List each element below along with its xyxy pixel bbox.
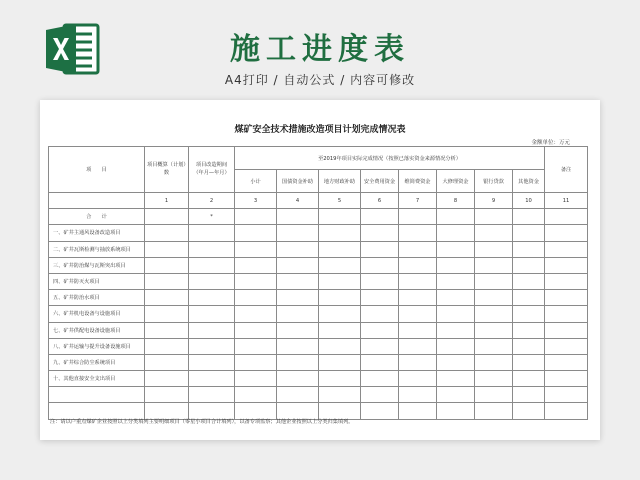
table-cell bbox=[399, 225, 437, 241]
table-row bbox=[49, 306, 588, 322]
total-label: 合 计 bbox=[49, 209, 145, 225]
table-cell bbox=[189, 290, 235, 306]
table-cell bbox=[399, 209, 437, 225]
table-cell bbox=[399, 387, 437, 403]
table-cell bbox=[235, 322, 277, 338]
table-cell bbox=[277, 322, 319, 338]
table-cell bbox=[361, 306, 399, 322]
subheader-cell: 银行贷款 bbox=[475, 170, 513, 193]
table-cell bbox=[277, 257, 319, 273]
footnote: 注：请以户重点煤矿企业按照以上分类填列主要明细项目（零星小项目合计填列），以备专项监察；其他企业按照以上分类归集填列。 bbox=[50, 419, 354, 425]
table-cell bbox=[513, 273, 545, 289]
table-cell bbox=[361, 387, 399, 403]
table-cell bbox=[189, 322, 235, 338]
row-label: 一、矿井主通风设备改造项目 bbox=[49, 225, 145, 241]
table-cell bbox=[475, 322, 513, 338]
table-cell bbox=[475, 225, 513, 241]
table-cell bbox=[513, 322, 545, 338]
column-number: 3 bbox=[235, 193, 277, 209]
table-header-row bbox=[49, 147, 588, 170]
table-cell bbox=[145, 354, 189, 370]
table-cell bbox=[277, 338, 319, 354]
header-remark: 备注 bbox=[545, 147, 588, 193]
table-cell bbox=[545, 371, 588, 387]
table-cell bbox=[437, 403, 475, 419]
table-cell bbox=[437, 371, 475, 387]
table-cell bbox=[189, 273, 235, 289]
table-cell bbox=[437, 257, 475, 273]
table-cell bbox=[545, 354, 588, 370]
table-cell bbox=[189, 306, 235, 322]
table-cell bbox=[145, 257, 189, 273]
table-cell bbox=[513, 225, 545, 241]
row-label: 七、矿井供配电设备设施项目 bbox=[49, 322, 145, 338]
table-cell bbox=[513, 371, 545, 387]
table-cell bbox=[475, 257, 513, 273]
table-cell bbox=[437, 306, 475, 322]
table-cell bbox=[319, 354, 361, 370]
table-cell bbox=[189, 403, 235, 419]
table-cell bbox=[319, 371, 361, 387]
table-cell bbox=[437, 387, 475, 403]
table-cell bbox=[145, 241, 189, 257]
table-cell bbox=[399, 354, 437, 370]
table-cell bbox=[145, 306, 189, 322]
row-label: 四、矿井防灭火项目 bbox=[49, 273, 145, 289]
table-cell bbox=[235, 209, 277, 225]
table-cell bbox=[319, 209, 361, 225]
column-number: 5 bbox=[319, 193, 361, 209]
table-cell bbox=[361, 338, 399, 354]
table-cell bbox=[235, 338, 277, 354]
row-label bbox=[49, 403, 145, 419]
table-cell bbox=[399, 241, 437, 257]
table-cell bbox=[319, 322, 361, 338]
column-number: 1 bbox=[145, 193, 189, 209]
table-cell bbox=[235, 290, 277, 306]
table-cell bbox=[277, 387, 319, 403]
subheader-cell: 安全费用资金 bbox=[361, 170, 399, 193]
table-cell bbox=[437, 273, 475, 289]
table-cell bbox=[145, 209, 189, 225]
table-body bbox=[49, 225, 588, 419]
table-cell bbox=[513, 209, 545, 225]
table-cell bbox=[319, 403, 361, 419]
table-cell bbox=[145, 322, 189, 338]
table-cell bbox=[399, 338, 437, 354]
table-cell bbox=[361, 257, 399, 273]
table-cell bbox=[145, 225, 189, 241]
table-row bbox=[49, 241, 588, 257]
table-row bbox=[49, 371, 588, 387]
table-cell bbox=[277, 306, 319, 322]
table-row bbox=[49, 387, 588, 403]
table-cell bbox=[545, 225, 588, 241]
column-number-row bbox=[49, 193, 588, 209]
table-cell bbox=[513, 354, 545, 370]
header-project: 项 目 bbox=[49, 147, 145, 193]
amount-unit: 金额单位：万元 bbox=[531, 140, 570, 146]
table-cell bbox=[545, 322, 588, 338]
subheader-cell: 国债资金补助 bbox=[277, 170, 319, 193]
table-cell bbox=[361, 371, 399, 387]
subheader-cell: 维简费资金 bbox=[399, 170, 437, 193]
subheader-cell: 地方财政补助 bbox=[319, 170, 361, 193]
table-cell bbox=[235, 257, 277, 273]
table-cell bbox=[475, 371, 513, 387]
table-cell bbox=[399, 306, 437, 322]
header-period: 项目改造期间（年月—年月） bbox=[189, 147, 235, 193]
table-cell bbox=[437, 354, 475, 370]
table-cell bbox=[475, 306, 513, 322]
table-cell bbox=[361, 241, 399, 257]
column-number: 4 bbox=[277, 193, 319, 209]
table-row bbox=[49, 403, 588, 419]
table-cell bbox=[235, 306, 277, 322]
table-cell bbox=[189, 387, 235, 403]
column-number: 7 bbox=[399, 193, 437, 209]
table-cell bbox=[319, 338, 361, 354]
row-label: 三、矿井防治煤与瓦斯突出项目 bbox=[49, 257, 145, 273]
table-cell bbox=[319, 273, 361, 289]
header-plan-count: 项目概算（计划）数 bbox=[145, 147, 189, 193]
table-cell bbox=[361, 354, 399, 370]
table-cell bbox=[145, 338, 189, 354]
table-cell bbox=[545, 403, 588, 419]
table-cell bbox=[545, 257, 588, 273]
table-cell bbox=[277, 290, 319, 306]
table-row bbox=[49, 338, 588, 354]
table-cell bbox=[361, 209, 399, 225]
subheader-cell: 大修理资金 bbox=[437, 170, 475, 193]
row-label: 八、矿井运输与提升设备设施项目 bbox=[49, 338, 145, 354]
table-cell bbox=[235, 403, 277, 419]
spreadsheet-preview bbox=[40, 100, 600, 440]
table-cell bbox=[475, 209, 513, 225]
row-label bbox=[49, 387, 145, 403]
table-cell bbox=[513, 241, 545, 257]
row-label: 二、矿井瓦斯检测与抽放系统项目 bbox=[49, 241, 145, 257]
column-number: 2 bbox=[189, 193, 235, 209]
table-row bbox=[49, 290, 588, 306]
table-cell bbox=[545, 306, 588, 322]
table-cell bbox=[189, 257, 235, 273]
table-cell bbox=[235, 354, 277, 370]
table-cell bbox=[513, 306, 545, 322]
table-cell bbox=[475, 354, 513, 370]
page-title: 施工进度表 bbox=[230, 32, 410, 67]
table-cell bbox=[513, 257, 545, 273]
row-label: 六、矿井机电设备与设施项目 bbox=[49, 306, 145, 322]
table-cell bbox=[475, 338, 513, 354]
table-cell bbox=[189, 371, 235, 387]
table-cell bbox=[399, 403, 437, 419]
table-row bbox=[49, 354, 588, 370]
column-number: 10 bbox=[513, 193, 545, 209]
table-cell bbox=[399, 257, 437, 273]
table-cell bbox=[437, 290, 475, 306]
table-cell bbox=[319, 241, 361, 257]
table-cell bbox=[513, 403, 545, 419]
table-cell bbox=[235, 371, 277, 387]
table-cell bbox=[49, 193, 145, 209]
table-cell bbox=[361, 322, 399, 338]
row-label: 十、其他直接安全支出项目 bbox=[49, 371, 145, 387]
table-cell bbox=[437, 209, 475, 225]
table-cell bbox=[545, 241, 588, 257]
table-cell bbox=[475, 387, 513, 403]
table-cell bbox=[189, 338, 235, 354]
table-cell bbox=[319, 290, 361, 306]
column-number: 8 bbox=[437, 193, 475, 209]
table-cell bbox=[319, 257, 361, 273]
table-cell bbox=[145, 290, 189, 306]
table-cell bbox=[277, 354, 319, 370]
table-cell bbox=[145, 403, 189, 419]
table-cell bbox=[545, 338, 588, 354]
table-row bbox=[49, 257, 588, 273]
column-number: 9 bbox=[475, 193, 513, 209]
header-group: 至2019年项目实际完成情况（按照已落实资金来源情况分析） bbox=[235, 147, 545, 170]
column-number: 11 bbox=[545, 193, 588, 209]
subheader-cell: 小计 bbox=[235, 170, 277, 193]
table-cell bbox=[475, 403, 513, 419]
column-number: 6 bbox=[361, 193, 399, 209]
table-cell bbox=[277, 403, 319, 419]
table-cell bbox=[437, 241, 475, 257]
table-cell bbox=[277, 209, 319, 225]
table-cell bbox=[319, 387, 361, 403]
table-cell bbox=[145, 273, 189, 289]
table-cell bbox=[437, 322, 475, 338]
table-cell bbox=[513, 387, 545, 403]
table-cell bbox=[189, 241, 235, 257]
row-label: 五、矿井防治水项目 bbox=[49, 290, 145, 306]
sheet-title: 煤矿安全技术措施改造项目计划完成情况表 bbox=[234, 125, 406, 135]
row-label: 九、矿井综合防尘系统项目 bbox=[49, 354, 145, 370]
table-cell bbox=[361, 403, 399, 419]
table-cell bbox=[399, 273, 437, 289]
table-cell bbox=[475, 241, 513, 257]
progress-table bbox=[48, 146, 588, 420]
table-cell bbox=[361, 290, 399, 306]
table-cell bbox=[513, 290, 545, 306]
total-mark: * bbox=[189, 209, 235, 225]
table-cell bbox=[437, 225, 475, 241]
table-cell bbox=[189, 354, 235, 370]
subheader-cell: 其他资金 bbox=[513, 170, 545, 193]
table-cell bbox=[145, 371, 189, 387]
table-cell bbox=[277, 241, 319, 257]
table-cell bbox=[319, 306, 361, 322]
table-cell bbox=[399, 322, 437, 338]
table-row bbox=[49, 273, 588, 289]
table-cell bbox=[361, 225, 399, 241]
table-cell bbox=[277, 273, 319, 289]
table-cell bbox=[145, 387, 189, 403]
table-cell bbox=[235, 225, 277, 241]
table-cell bbox=[475, 273, 513, 289]
table-cell bbox=[361, 273, 399, 289]
table-cell bbox=[399, 290, 437, 306]
table-cell bbox=[399, 371, 437, 387]
table-row bbox=[49, 225, 588, 241]
table-cell bbox=[235, 387, 277, 403]
table-cell bbox=[235, 241, 277, 257]
table-cell bbox=[277, 225, 319, 241]
total-row bbox=[49, 209, 588, 225]
page-subtitle: A4打印 / 自动公式 / 内容可修改 bbox=[224, 73, 416, 87]
table-row bbox=[49, 322, 588, 338]
table-cell bbox=[235, 273, 277, 289]
table-cell bbox=[277, 371, 319, 387]
table-cell bbox=[545, 209, 588, 225]
table-cell bbox=[513, 338, 545, 354]
table-cell bbox=[545, 387, 588, 403]
table-cell bbox=[475, 290, 513, 306]
table-cell bbox=[437, 338, 475, 354]
table-cell bbox=[189, 225, 235, 241]
table-cell bbox=[545, 273, 588, 289]
table-cell bbox=[319, 225, 361, 241]
table-cell bbox=[545, 290, 588, 306]
